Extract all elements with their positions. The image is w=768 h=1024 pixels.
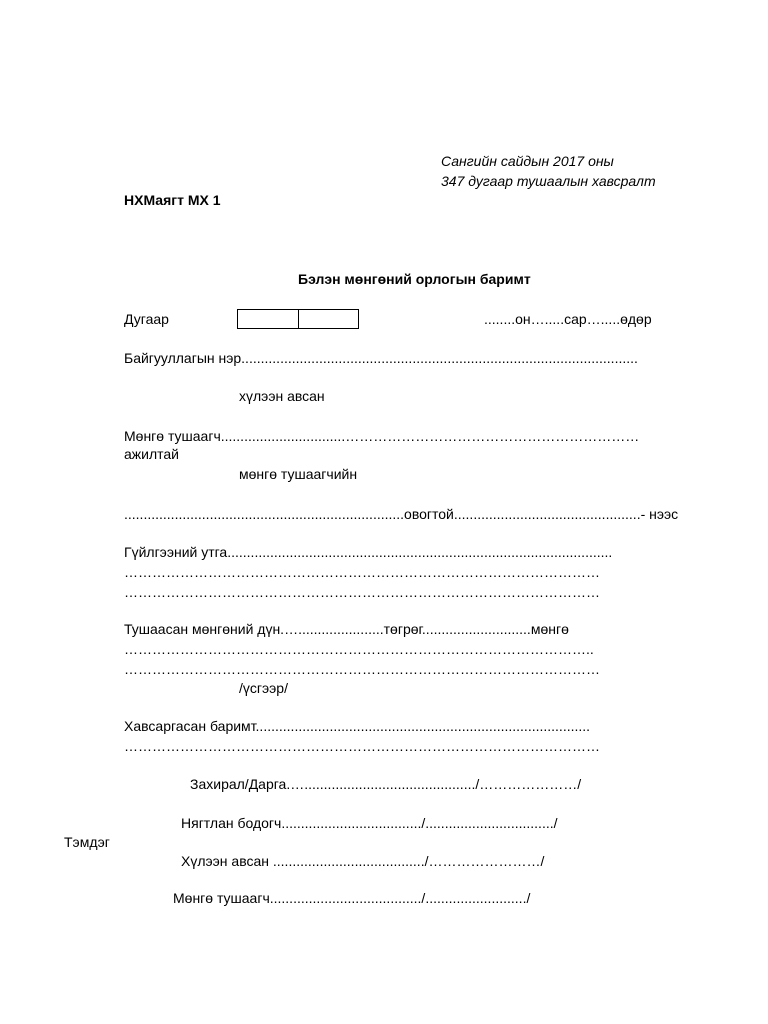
- attached-line-2: …………………………………………………………………………………………: [124, 738, 600, 754]
- works-at-label: ажилтай: [124, 446, 180, 462]
- received-caption: хүлээн авсан: [239, 388, 325, 404]
- organization-line: Байгууллагын нэр......................................................................................................: [124, 350, 638, 366]
- attached-line-1: Хавсаргасан баримт......................................................................................: [124, 718, 591, 734]
- number-label: Дугаар: [124, 311, 169, 327]
- transaction-line-3: …………………………………………………………………………………………: [124, 584, 600, 600]
- stamp-label: Тэмдэг: [64, 834, 110, 850]
- words-caption: /үсгээр/: [239, 680, 288, 696]
- signature-accountant: Нягтлан бодогч..................................../................................./: [181, 815, 558, 831]
- decree-line-1: Сангийн сайдын 2017 оны: [441, 153, 614, 169]
- transaction-line-1: Гүйлгээний утга...................................................................................................: [124, 544, 613, 560]
- amount-line-1: Тушаасан мөнгөний дүн.…......................төгрөг............................мөнгө: [124, 621, 569, 637]
- decree-line-2: 347 дугаар тушаалын хавсралт: [441, 173, 656, 189]
- signature-payer: Мөнгө тушаагч......................................./........................../: [173, 890, 531, 906]
- signature-director: Захирал/Дарга.…............................................/…………………/: [190, 776, 582, 792]
- signature-receiver: Хүлээн авсан ......................................./……………………/: [181, 853, 545, 869]
- amount-line-3: …………………………………………………………………………………………: [124, 661, 600, 677]
- payer-caption: мөнгө тушаагчийн: [239, 466, 358, 482]
- transaction-line-2: …………………………………………………………………………………………: [124, 564, 600, 580]
- number-cell-1[interactable]: [238, 310, 298, 328]
- surname-line: ........................................................................овогтой................................................- нээс: [124, 506, 679, 522]
- amount-line-2: ………………………………………………………………………………………..: [124, 641, 594, 657]
- date-line: ........он….....сар….....өдөр: [484, 311, 652, 327]
- page-title: Бэлэн мөнгөний орлогын баримт: [298, 271, 531, 287]
- number-box[interactable]: [237, 309, 359, 329]
- form-code: НХМаягт МХ 1: [124, 192, 221, 208]
- number-cell-2[interactable]: [298, 310, 359, 328]
- payer-line: Мөнгө тушаагч................................………………………………………………………: [124, 428, 640, 444]
